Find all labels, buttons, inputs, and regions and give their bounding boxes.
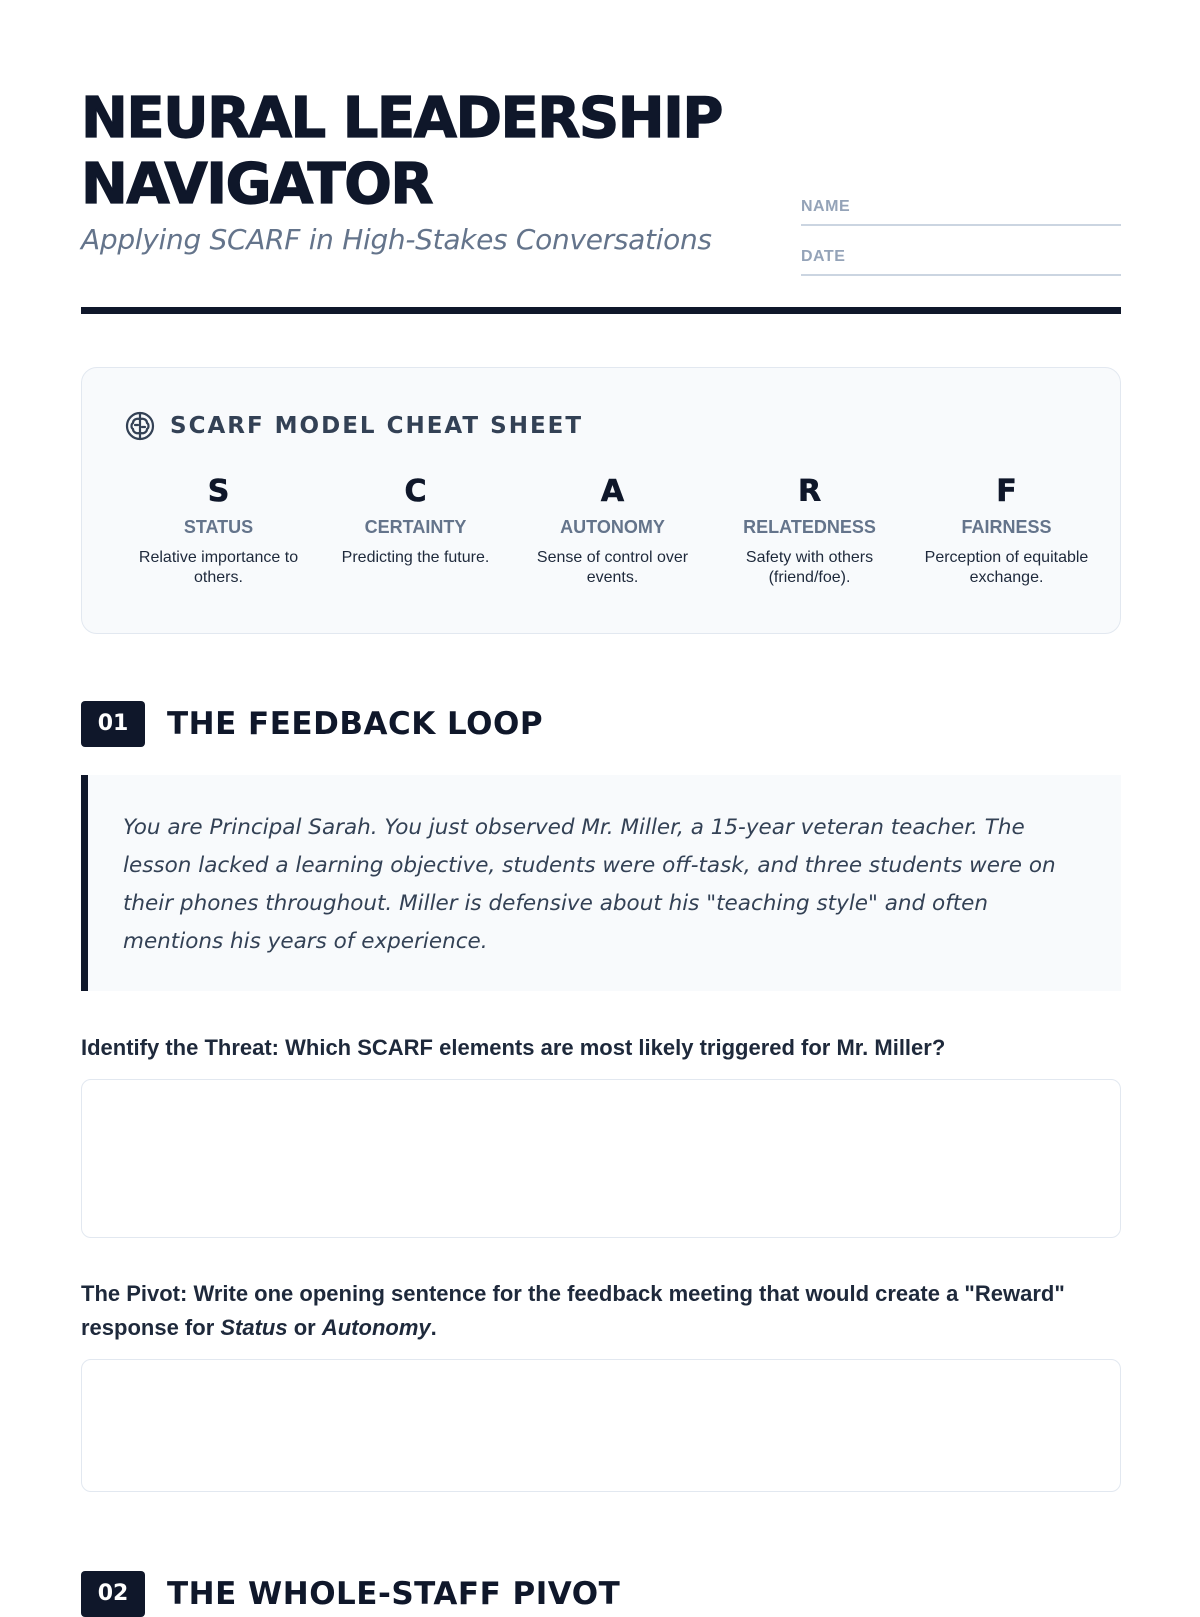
question-pivot-mid: or xyxy=(287,1315,322,1340)
name-field[interactable] xyxy=(801,180,1121,226)
answer-box-pivot[interactable] xyxy=(81,1359,1121,1492)
name-label: NAME xyxy=(801,198,851,215)
scarf-item-certainty xyxy=(317,474,514,588)
scarf-cheat-sheet xyxy=(81,367,1121,634)
question-pivot-suffix: . xyxy=(430,1315,437,1340)
question-pivot-prefix: The Pivot: Write one opening sentence for the feedback meeting that would create a "Reward" response for xyxy=(81,1281,1065,1340)
scarf-description: Perception of equitable exchange. xyxy=(924,549,1089,586)
question-pivot xyxy=(81,1277,1121,1345)
section-2-header xyxy=(81,1571,620,1617)
section-title: THE FEEDBACK LOOP xyxy=(167,706,544,742)
section-number-badge: 02 xyxy=(81,1571,145,1617)
scarf-item-autonomy xyxy=(514,474,711,588)
student-info-fields xyxy=(801,180,1121,280)
scenario-text: You are Principal Sarah. You just observed Mr. Miller, a 15-year veteran teacher. The lesson lacked a learning objective, students were off-task, and three students were on their phones throughout. Miller is defensive about his "teaching style" and often mentions his years of experience. xyxy=(123,815,1056,954)
worksheet-header xyxy=(81,80,1121,312)
scarf-description: Predicting the future. xyxy=(341,549,490,566)
section-title: THE WHOLE-STAFF PIVOT xyxy=(167,1576,621,1612)
scarf-name: FAIRNESS xyxy=(961,517,1052,537)
title-line-2: NAVIGATOR xyxy=(81,152,432,217)
question-pivot-status: Status xyxy=(220,1315,288,1340)
scarf-description: Safety with others (friend/foe). xyxy=(745,549,874,586)
scarf-description: Sense of control over events. xyxy=(536,549,689,586)
cheat-sheet-title: SCARF MODEL CHEAT SHEET xyxy=(170,413,584,439)
page-subtitle: Applying SCARF in High-Stakes Conversations xyxy=(81,223,712,256)
header-divider xyxy=(81,307,1121,314)
date-label: DATE xyxy=(801,248,846,265)
section-number-badge: 01 xyxy=(81,701,145,747)
scarf-item-relatedness xyxy=(711,474,908,588)
scarf-letter: A xyxy=(600,474,625,509)
scarf-letter: F xyxy=(996,474,1017,509)
scarf-name: CERTAINTY xyxy=(364,517,467,537)
title-line-1: NEURAL LEADERSHIP xyxy=(81,86,722,151)
cheat-sheet-header xyxy=(124,410,583,442)
page-title xyxy=(81,86,801,218)
scarf-grid xyxy=(120,474,1105,588)
scenario-callout xyxy=(81,775,1121,991)
brain-icon xyxy=(124,410,156,442)
scarf-item-status xyxy=(120,474,317,588)
scarf-name: STATUS xyxy=(183,517,254,537)
scarf-letter: C xyxy=(404,474,427,509)
scarf-letter: R xyxy=(797,474,822,509)
scarf-letter: S xyxy=(207,474,230,509)
answer-box-identify-threat[interactable] xyxy=(81,1079,1121,1238)
scarf-name: RELATEDNESS xyxy=(743,517,876,537)
date-field[interactable] xyxy=(801,230,1121,276)
question-identify-threat: Identify the Threat: Which SCARF elements are most likely triggered for Mr. Miller? xyxy=(81,1035,946,1060)
scarf-name: AUTONOMY xyxy=(560,517,665,537)
scarf-description: Relative importance to others. xyxy=(138,549,299,586)
question-pivot-autonomy: Autonomy xyxy=(321,1315,431,1340)
scarf-item-fairness xyxy=(908,474,1105,588)
section-1-header xyxy=(81,701,543,747)
